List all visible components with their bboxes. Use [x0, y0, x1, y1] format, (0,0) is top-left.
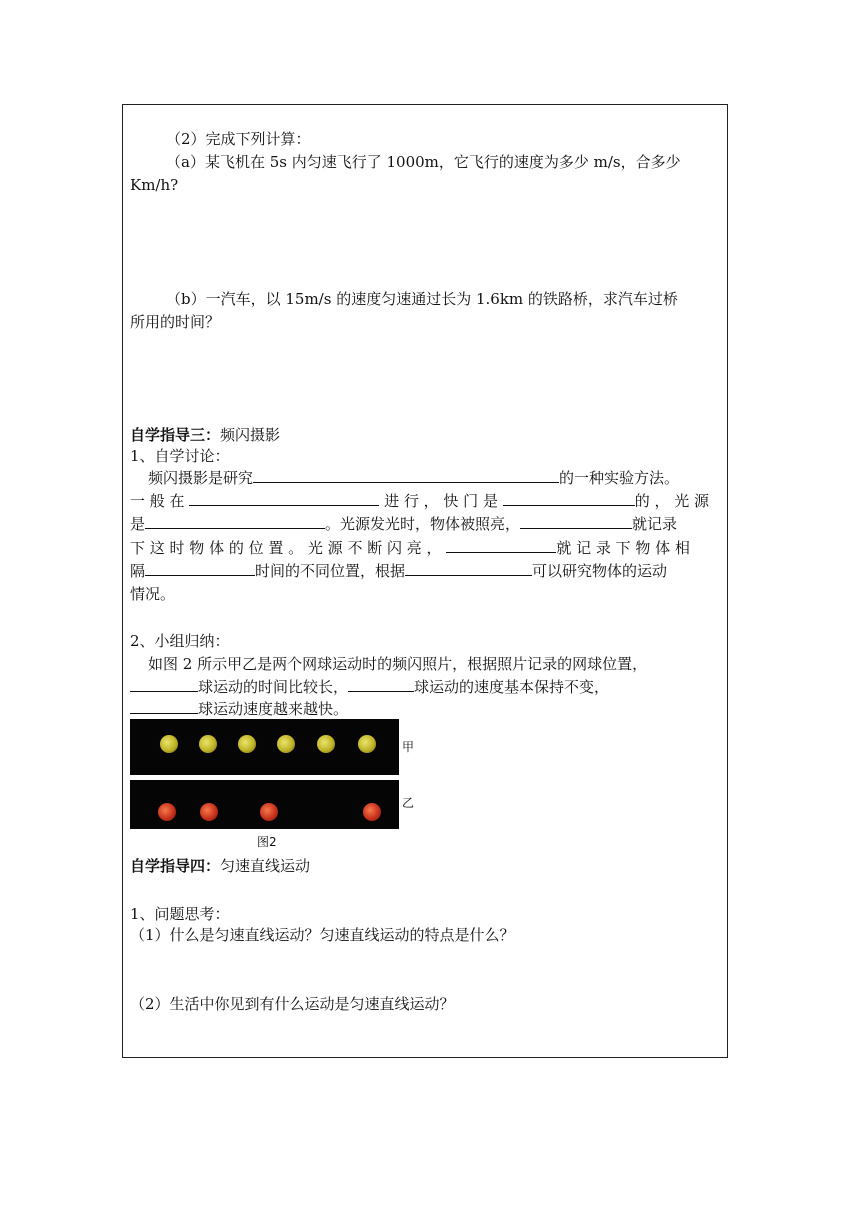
figure-caption: 图2 [257, 835, 277, 849]
text-segment: 一 般 在 [130, 492, 185, 510]
fill-blank[interactable] [253, 467, 559, 483]
guide4-title-bold: 自学指导四： [130, 857, 221, 875]
guide3-para-line5 [130, 560, 667, 582]
text-segment: 就记录 [632, 515, 678, 533]
text-segment: 的 ， 光 源 [634, 492, 710, 510]
text-segment: 下 这 时 物 体 的 位 置 。 光 源 不 断 闪 亮 ， [130, 539, 442, 557]
tennis-ball [158, 803, 176, 821]
fill-blank[interactable] [446, 537, 556, 553]
guide4-question1: （1）什么是匀速直线运动？匀速直线运动的特点是什么？ [130, 926, 515, 944]
guide4-title [130, 855, 310, 877]
guide4-sub1: 1、问题思考： [130, 905, 230, 923]
tennis-ball [200, 803, 218, 821]
tennis-ball [260, 803, 278, 821]
question-a-line2: Km/h? [130, 176, 179, 194]
tennis-ball [358, 735, 376, 753]
tennis-ball [199, 735, 217, 753]
calc-heading: （2）完成下列计算： [166, 130, 311, 148]
text-segment: 时间的不同位置，根据 [255, 562, 406, 580]
fill-blank[interactable] [520, 513, 632, 529]
fill-blank[interactable] [405, 560, 532, 576]
fill-blank[interactable] [189, 490, 379, 506]
text-segment: 就 记 录 下 物 体 相 [556, 539, 690, 557]
text-segment: 进 行 ， 快 门 是 [384, 492, 498, 510]
guide3-para-line4 [130, 537, 690, 559]
fill-blank[interactable] [503, 490, 635, 506]
guide4-title-rest: 匀速直线运动 [220, 857, 311, 875]
text-segment: 球运动速度越来越快。 [198, 700, 349, 718]
question-b-line2: 所用的时间？ [130, 313, 221, 331]
text-segment: 可以研究物体的运动 [532, 562, 668, 580]
text-segment: 球运动的时间比较长， [198, 678, 349, 696]
guide3-para-line6: 情况。 [130, 585, 176, 603]
fill-blank[interactable] [145, 513, 325, 529]
group-question-line2 [130, 676, 609, 698]
tennis-ball [277, 735, 295, 753]
guide3-para-line1 [148, 467, 679, 489]
guide3-title-rest: 频闪摄影 [220, 426, 281, 444]
tennis-ball [317, 735, 335, 753]
guide3-para-line2 [130, 490, 709, 512]
group-question-line1: 如图 2 所示甲乙是两个网球运动时的频闪照片，根据照片记录的网球位置， [148, 655, 648, 673]
text-segment: 球运动的速度基本保持不变， [414, 678, 610, 696]
question-a-line1: （a）某飞机在 5s 内匀速飞行了 1000m，它飞行的速度为多少 m/s，合多少 [166, 153, 681, 171]
guide3-title [130, 424, 280, 446]
photo-yi [130, 780, 399, 829]
text-segment: 隔 [130, 562, 146, 580]
group-question-line3 [130, 698, 348, 720]
guide4-question2: （2）生活中你见到有什么运动是匀速直线运动？ [130, 995, 455, 1013]
fill-blank[interactable] [130, 676, 198, 692]
guide3-title-bold: 自学指导三： [130, 426, 221, 444]
guide3-sub1: 1、自学讨论： [130, 447, 230, 465]
text-segment: 。光源发光时，物体被照亮， [325, 515, 521, 533]
tennis-ball [160, 735, 178, 753]
guide3-sub2: 2、小组归纳： [130, 632, 230, 650]
text-segment: 的一种实验方法。 [559, 469, 680, 487]
guide3-para-line3 [130, 513, 677, 535]
fill-blank[interactable] [130, 698, 198, 714]
tennis-ball [238, 735, 256, 753]
label-jia: 甲 [402, 740, 415, 754]
text-segment: 频闪摄影是研究 [148, 469, 254, 487]
fill-blank[interactable] [145, 560, 255, 576]
question-b-line1: （b）一汽车，以 15m/s 的速度匀速通过长为 1.6km 的铁路桥，求汽车过桥 [166, 290, 678, 308]
fill-blank[interactable] [348, 676, 414, 692]
label-yi: 乙 [402, 796, 415, 810]
text-segment: 是 [130, 515, 146, 533]
tennis-ball [363, 803, 381, 821]
photo-jia [130, 719, 399, 775]
